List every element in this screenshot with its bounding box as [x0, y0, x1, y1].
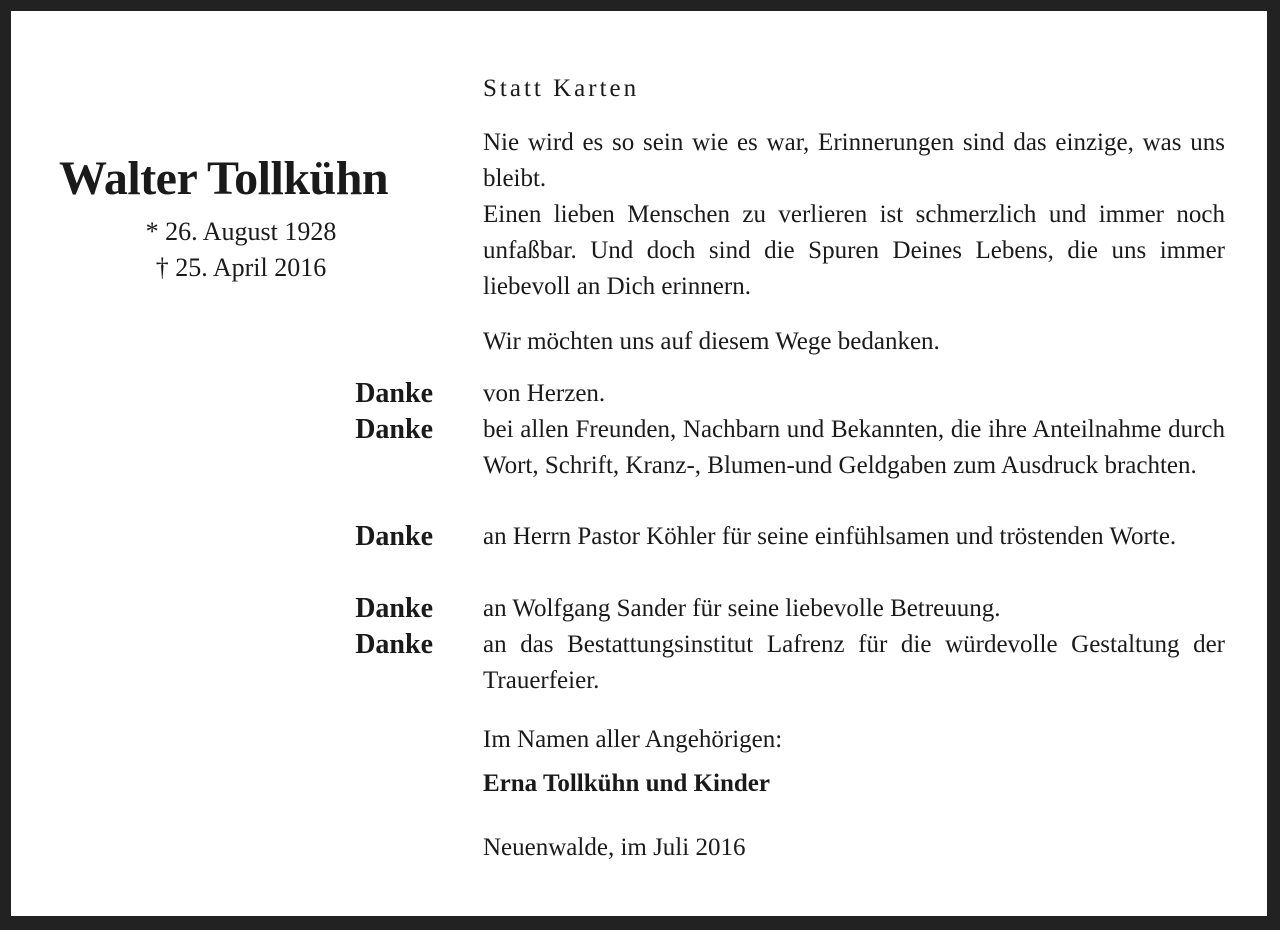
- thanks-text-2: bei allen Freunden, Nachbarn und Bekannten, die ihre Anteilnahme durch Wort, Schrift, Kranz-, Blumen-und Geldgaben zum Ausdruck brachten.: [483, 416, 1225, 479]
- thanks-label-1: Danke: [355, 378, 433, 409]
- thanks-label-2: Danke: [355, 414, 433, 445]
- death-date: † 25. April 2016: [155, 253, 327, 282]
- place-date: Neuenwalde, im Juli 2016: [483, 834, 746, 861]
- thanks-text-3: an Herrn Pastor Köhler für seine einfühlsamen und tröstenden Worte.: [483, 523, 1177, 550]
- intro-paragraph-1: Nie wird es so sein wie es war, Erinnerungen sind das einzige, was uns bleibt.: [483, 129, 1225, 192]
- thanks-text-1: von Herzen.: [483, 380, 606, 407]
- thanks-text-5: an das Bestattungsinstitut Lafrenz für die würdevolle Gestaltung der Trauerfeier.: [483, 631, 1225, 694]
- on-behalf-line: Im Namen aller Angehörigen:: [483, 726, 783, 753]
- intro-paragraph-3: Wir möchten uns auf diesem Wege bedanken.: [483, 328, 940, 355]
- signature: Erna Tollkühn und Kinder: [483, 770, 770, 797]
- thanks-label-4: Danke: [355, 593, 433, 624]
- thanks-text-4: an Wolfgang Sander für seine liebevolle Betreuung.: [483, 595, 1001, 622]
- obituary-card: [11, 11, 1267, 916]
- thanks-label-5: Danke: [355, 629, 433, 660]
- statt-karten-heading: Statt Karten: [483, 75, 640, 102]
- intro-paragraph-2: Einen lieben Menschen zu verlieren ist schmerzlich und immer noch unfaßbar. Und doch sind die Spuren Deines Lebens, die uns immer liebevoll an Dich erinnern.: [483, 201, 1225, 300]
- birth-date: * 26. August 1928: [145, 217, 337, 246]
- thanks-label-3: Danke: [355, 521, 433, 552]
- deceased-name: Walter Tollkühn: [59, 152, 389, 205]
